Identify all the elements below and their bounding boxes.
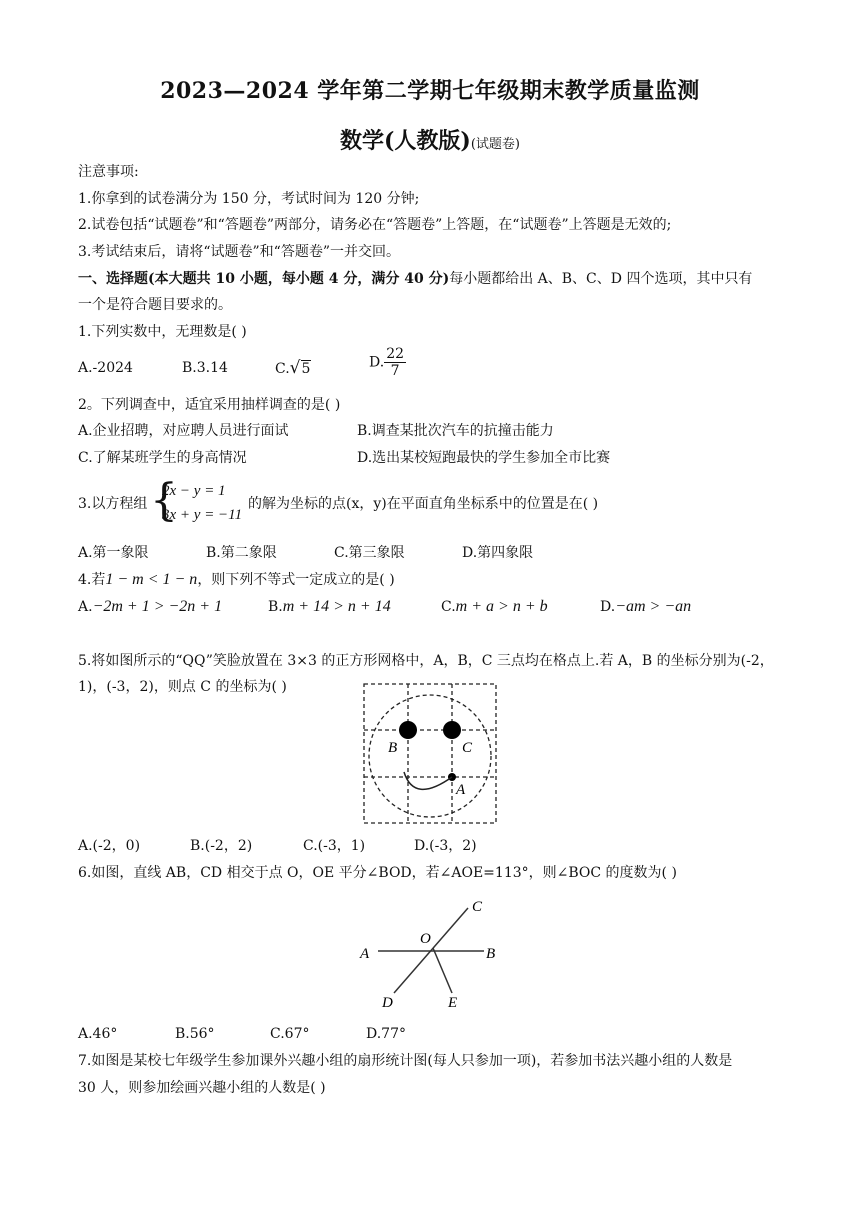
note-item-1: 1.你拿到的试卷满分为 150 分，考试时间为 120 分钟; (78, 191, 420, 207)
q3-equation-1: 2x − y = 1 (162, 483, 226, 499)
q4-option-b-prefix: B. (268, 599, 283, 615)
q4-option-c-expr: m + a > n + b (455, 598, 548, 615)
label-a: A (360, 946, 370, 962)
q6-stem: 6.如图，直线 AB，CD 相交于点 O，OE 平分∠BOD，若∠AOE=113°，则∠BOC 的度数为( ) (78, 865, 677, 881)
face-circle (369, 695, 491, 817)
q1-option-d (369, 346, 406, 379)
label-o: O (420, 931, 431, 947)
section-heading-line2: 一个是符合题目要求的。 (78, 297, 232, 313)
q3-prefix: 3.以方程组 (78, 496, 148, 512)
q4-option-a (78, 597, 222, 617)
q6-option-b: B.56° (175, 1026, 215, 1042)
label-b: B (486, 946, 496, 962)
qq-smiley-grid-figure (360, 680, 500, 828)
q2-option-b: B.调查某批次汽车的抗撞击能力 (357, 423, 554, 439)
q1-option-d-prefix: D. (369, 354, 385, 371)
note-item-2: 2.试卷包括“试题卷”和“答题卷”两部分，请务必在“答题卷”上答题，在“试题卷”上答题是无效的; (78, 217, 672, 233)
q5-stem-line2: 1)，(-3，2)，则点 C 的坐标为( ) (78, 679, 287, 695)
q5-option-c: C.(-3，1) (303, 838, 366, 854)
right-eye-dot (443, 721, 461, 739)
label-c: C (462, 740, 473, 756)
ray-oe (433, 948, 452, 993)
q5-option-b: B.(-2，2) (190, 838, 253, 854)
q3-option-d: D.第四象限 (462, 545, 534, 561)
q3-suffix: 的解为坐标的点(x，y)在平面直角坐标系中的位置是在( ) (248, 496, 599, 512)
section-heading-bold: 一、选择题(本大题共 10 小题，每小题 4 分，满分 40 分) (78, 271, 450, 287)
q3-option-b: B.第二象限 (206, 545, 277, 561)
q4-option-b (268, 597, 391, 617)
section-heading (78, 269, 752, 289)
q1-option-c-radicand: 5 (301, 361, 311, 377)
q4-option-a-prefix: A. (78, 599, 93, 615)
label-d: D (382, 995, 393, 1011)
q1-option-a: A.-2024 (78, 360, 133, 376)
notes-heading: 注意事项: (78, 164, 139, 180)
intersecting-lines-figure (350, 890, 510, 1015)
q7-stem-line2: 30 人，则参加绘画兴趣小组的人数是( ) (78, 1080, 326, 1096)
system-brace: { (150, 475, 178, 526)
sqrt-symbol: √ (289, 358, 301, 378)
label-e: E (448, 995, 458, 1011)
exam-subtitle (0, 124, 860, 155)
grid-border (364, 684, 496, 823)
q2-option-a: A.企业招聘，对应聘人员进行面试 (78, 423, 289, 439)
q2-option-d: D.选出某校短跑最快的学生参加全市比赛 (357, 450, 611, 466)
label-a: A (456, 782, 466, 798)
q5-option-a: A.(-2，0) (78, 838, 141, 854)
q4-option-c (441, 597, 548, 617)
subtitle-small: (试题卷) (470, 137, 520, 152)
q6-option-a: A.46° (78, 1026, 118, 1042)
q1-stem: 1.下列实数中，无理数是( ) (78, 324, 247, 340)
q3-equation-2: 3x + y = −11 (162, 507, 243, 523)
q1-option-c-prefix: C. (275, 361, 290, 377)
q6-option-d: D.77° (366, 1026, 406, 1042)
q4-stem-suffix: ，则下列不等式一定成立的是( ) (197, 572, 395, 588)
q1-option-c (275, 358, 311, 379)
label-c: C (472, 899, 483, 915)
q4-stem-expr: 1 − m < 1 − n (105, 571, 198, 588)
section-heading-rest: 每小题都给出 A、B、C、D 四个选项，其中只有 (449, 271, 753, 287)
q1-option-d-fraction (384, 346, 406, 379)
q4-option-b-expr: m + 14 > n + 14 (282, 598, 391, 615)
label-b: B (388, 740, 398, 756)
fraction-denominator: 7 (390, 363, 400, 379)
q3-option-a: A.第一象限 (78, 545, 149, 561)
subtitle-main: 数学(人教版) (340, 128, 471, 154)
q7-stem-line1: 7.如图是某校七年级学生参加课外兴趣小组的扇形统计图(每人只参加一项)，若参加书法兴趣小组的人数是 (78, 1053, 733, 1069)
q4-stem (78, 570, 395, 590)
left-eye-dot (399, 721, 417, 739)
q4-option-a-expr: −2m + 1 > −2n + 1 (92, 598, 223, 615)
q2-stem: 2。下列调查中，适宜采用抽样调查的是( ) (78, 397, 341, 413)
fraction-numerator: 22 (386, 346, 405, 362)
q3-option-c: C.第三象限 (334, 545, 405, 561)
q1-option-b: B.3.14 (182, 360, 228, 376)
q2-option-c: C.了解某班学生的身高情况 (78, 450, 247, 466)
q4-option-d-expr: −am > −an (615, 598, 692, 615)
q4-stem-prefix: 4.若 (78, 572, 106, 588)
note-item-3: 3.考试结束后，请将“试题卷”和“答题卷”一并交回。 (78, 244, 400, 260)
q4-option-d-prefix: D. (600, 599, 616, 615)
q4-option-d (600, 597, 691, 617)
smile-curve (404, 772, 452, 789)
q4-option-c-prefix: C. (441, 599, 456, 615)
q5-option-d: D.(-3，2) (414, 838, 477, 854)
q6-option-c: C.67° (270, 1026, 310, 1042)
q5-stem-line1: 5.将如图所示的“QQ”笑脸放置在 3×3 的正方形网格中，A，B，C 三点均在格点上.若 A，B 的坐标分别为(-2， (78, 653, 774, 669)
exam-title: 2023—2024 学年第二学期七年级期末教学质量监测 (160, 78, 700, 104)
